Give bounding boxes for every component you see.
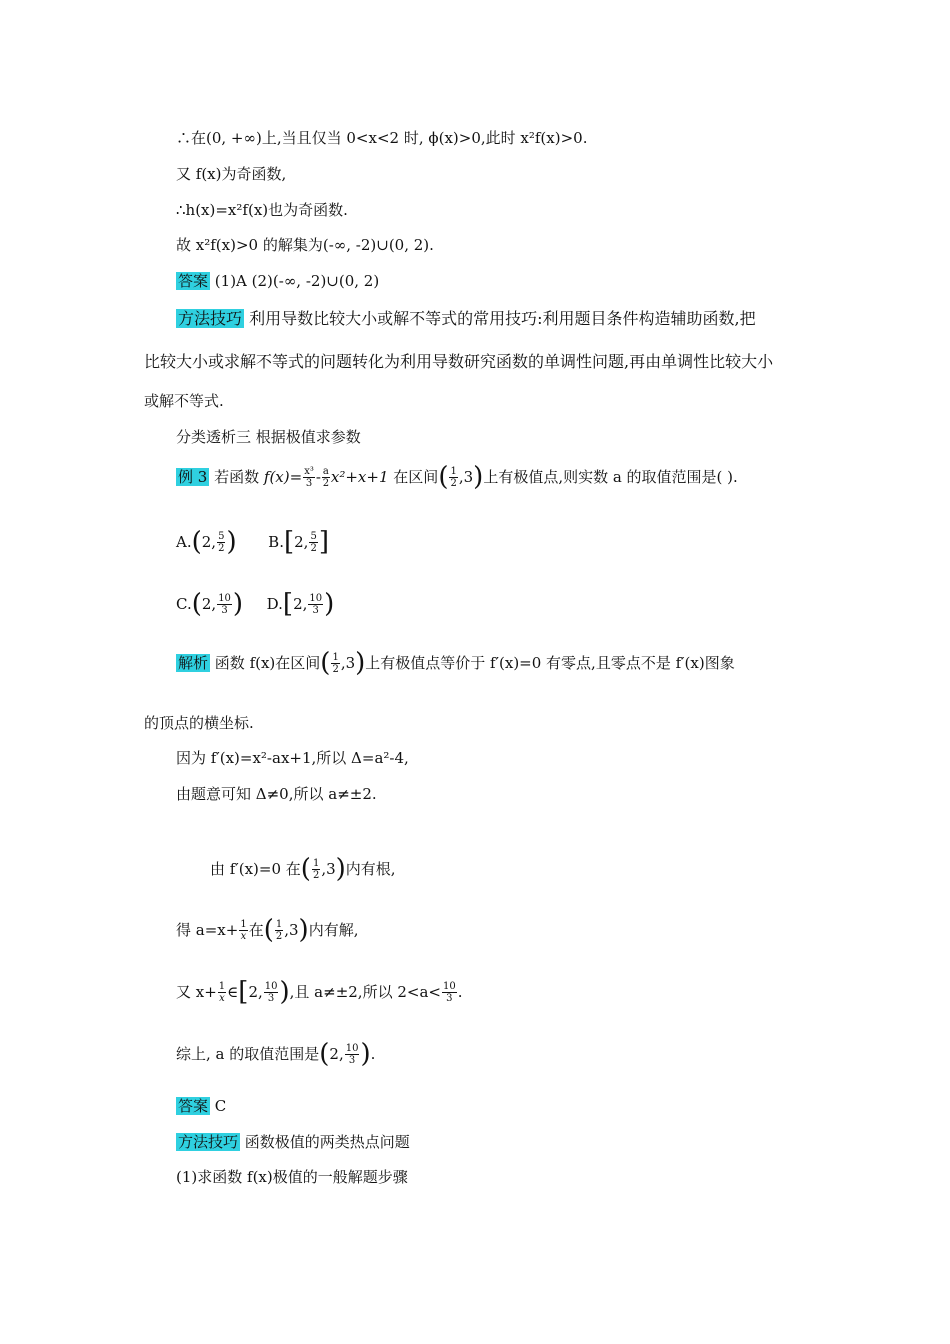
- text-line: (1)求函数 f(x)极值的一般解题步骤: [176, 1168, 408, 1186]
- frac-num: 10: [218, 592, 231, 604]
- frac-den: 3: [305, 477, 313, 489]
- frac-den: 2: [310, 542, 317, 554]
- answer-line: [176, 270, 379, 292]
- frac-den: 2: [322, 477, 330, 489]
- frac-den: 2: [450, 477, 457, 489]
- fraction: [322, 466, 330, 489]
- frac-num: 10: [345, 1042, 359, 1054]
- text-line: 由题意可知 Δ≠0,所以 a≠±2.: [176, 785, 377, 803]
- answer-text: C: [214, 1097, 227, 1115]
- method-text: 函数极值的两类热点问题: [244, 1133, 410, 1151]
- method-line: [176, 1131, 410, 1153]
- example-line: 例 3 若函数 f(x)= $\frac{\text{x³}}{3}$ - $\frac{a}{2}$ x²+x+1 在区间( $\frac{1}{2}$ ,3)上有极值点,则实数 a 的取值范围是( ).: [178, 462, 738, 492]
- math-text: 2,: [201, 595, 217, 613]
- solution-text: 内有解,: [308, 921, 359, 939]
- math-text: 2,: [201, 533, 217, 551]
- frac-num: 10: [264, 980, 278, 992]
- frac-den: x: [219, 992, 225, 1004]
- math-text: 2,: [329, 1045, 344, 1063]
- solution-text: ,且 a≠±2,所以 2<a<: [289, 983, 441, 1001]
- method-tag: 方法技巧: [178, 1133, 239, 1151]
- fraction: [312, 858, 320, 881]
- frac-den: 3: [312, 604, 319, 616]
- frac-num: 1: [275, 918, 283, 930]
- fraction: [308, 593, 323, 616]
- fraction: [449, 466, 457, 489]
- fraction: [217, 593, 232, 616]
- option-c-label: C.: [176, 595, 192, 613]
- fraction: [275, 919, 283, 942]
- frac-den: 3: [221, 604, 228, 616]
- example-text: 在区间: [393, 468, 439, 486]
- option-row: C.(2, $\frac{10}{3}$ ) D.[2, $\frac{10}{3}$ ): [176, 589, 335, 619]
- text-line: ∴在(0, +∞)上,当且仅当 0<x<2 时, ϕ(x)>0,此时 x²f(x)>0.: [176, 129, 588, 147]
- frac-num: 1: [312, 857, 320, 869]
- text-line: ∴h(x)=x²f(x)也为奇函数.: [176, 201, 348, 219]
- fraction: [217, 531, 225, 554]
- frac-den: 2: [275, 930, 283, 942]
- text-line: 得 a=x+ $\frac{1}{x}$在( $\frac{1}{2}$ ,3)内有解,: [176, 915, 359, 945]
- frac-den: 2: [332, 663, 339, 675]
- text-line: 综上, a 的取值范围是(2, $\frac{10}{3}$ ).: [176, 1039, 376, 1069]
- frac-den: x: [240, 930, 247, 942]
- math-tail: x²+x+1: [330, 468, 389, 486]
- math-text: 2,: [248, 983, 263, 1001]
- example-text: 上有极值点,则实数 a 的取值范围是( ).: [483, 468, 738, 486]
- text-line: 又 f(x)为奇函数,: [176, 165, 287, 183]
- math-text: 2,: [293, 595, 308, 613]
- text-line: 比较大小或求解不等式的问题转化为利用导数研究函数的单调性问题,再由单调性比较大小: [144, 352, 774, 371]
- example-tag: 例 3: [178, 468, 208, 486]
- option-b-label: B.: [268, 533, 284, 551]
- frac-num: 10: [309, 592, 323, 604]
- frac-num: 5: [310, 530, 317, 542]
- text-line: 又 x+ $\frac{1}{x}\in[2$, $\frac{10}{3}$ ),且 a≠±2,所以 2<a< $\frac{10}{3}$ .: [176, 977, 463, 1007]
- fraction: [331, 652, 339, 675]
- solution-text: .: [457, 983, 463, 1001]
- text-line: 的顶点的横坐标.: [144, 714, 254, 732]
- frac-den: 3: [446, 992, 453, 1004]
- math-text: ,3: [458, 468, 474, 486]
- fraction: [239, 919, 247, 942]
- section-heading: 分类透析三 根据极值求参数: [176, 428, 361, 446]
- method-text: 利用导数比较大小或解不等式的常用技巧:利用题目条件构造辅助函数,把: [249, 309, 756, 328]
- option-d-label: D.: [266, 595, 283, 613]
- solution-text: 得 a=x+: [176, 921, 239, 939]
- fraction: [309, 531, 317, 554]
- math-text: ,3: [340, 654, 356, 672]
- math-text: 2,: [294, 533, 309, 551]
- solution-text: 综上, a 的取值范围是: [176, 1045, 320, 1063]
- math-fx: f(x)=: [263, 468, 303, 486]
- text-line: 或解不等式.: [144, 392, 224, 410]
- fraction: [345, 1043, 360, 1066]
- math-text: ,3: [284, 921, 299, 939]
- solution-text: 由 f′(x)=0 在: [210, 860, 301, 878]
- math-op: -: [315, 468, 321, 486]
- frac-num: 1: [450, 465, 457, 477]
- text-line: 因为 f′(x)=x²-ax+1,所以 Δ=a²-4,: [176, 749, 409, 767]
- option-a-label: A.: [176, 533, 192, 551]
- math-text: ,3: [321, 860, 336, 878]
- option-row: A.(2, $\frac{5}{2}$ ) B.[2, $\frac{5}{2}$ ]: [176, 527, 329, 557]
- frac-den: 2: [218, 542, 225, 554]
- fraction: [303, 466, 315, 489]
- solution-tag: 解析: [178, 654, 209, 672]
- solution-line: 解析 函数 f(x)在区间( $\frac{1}{2}$ ,3)上有极值点等价于 f′(x)=0 有零点,且零点不是 f′(x)图象: [178, 648, 735, 678]
- solution-text: .: [370, 1045, 376, 1063]
- frac-num: x³: [304, 465, 314, 477]
- solution-text: ∈: [227, 983, 239, 1001]
- solution-text: 内有根,: [345, 860, 396, 878]
- answer-text: (1)A (2)(-∞, -2)∪(0, 2): [214, 272, 380, 290]
- frac-num: 10: [442, 980, 456, 992]
- method-tag: 方法技巧: [178, 309, 243, 328]
- frac-num: 1: [332, 651, 339, 663]
- frac-den: 3: [348, 1054, 356, 1066]
- frac-den: 2: [312, 869, 320, 881]
- fraction: [442, 981, 457, 1004]
- frac-num: 1: [218, 980, 226, 992]
- answer-tag: 答案: [178, 1097, 209, 1115]
- text-line: 由 f′(x)=0 在( $\frac{1}{2}$ ,3)内有根,: [210, 854, 396, 884]
- fraction: [218, 981, 226, 1004]
- example-text: 若函数: [214, 468, 260, 486]
- frac-num: 1: [240, 918, 247, 930]
- answer-tag: 答案: [178, 272, 209, 290]
- frac-den: 3: [267, 992, 275, 1004]
- text-line: 故 x²f(x)>0 的解集为(-∞, -2)∪(0, 2).: [176, 236, 434, 254]
- answer-line: [176, 1095, 226, 1117]
- method-line: [176, 308, 756, 330]
- solution-text: 函数 f(x)在区间: [214, 654, 321, 672]
- frac-num: 5: [218, 530, 225, 542]
- frac-num: a: [322, 465, 329, 477]
- fraction: [264, 981, 279, 1004]
- solution-text: 上有极值点等价于 f′(x)=0 有零点,且零点不是 f′(x)图象: [365, 654, 735, 672]
- solution-text: 又 x+: [176, 983, 217, 1001]
- solution-text: 在: [248, 921, 264, 939]
